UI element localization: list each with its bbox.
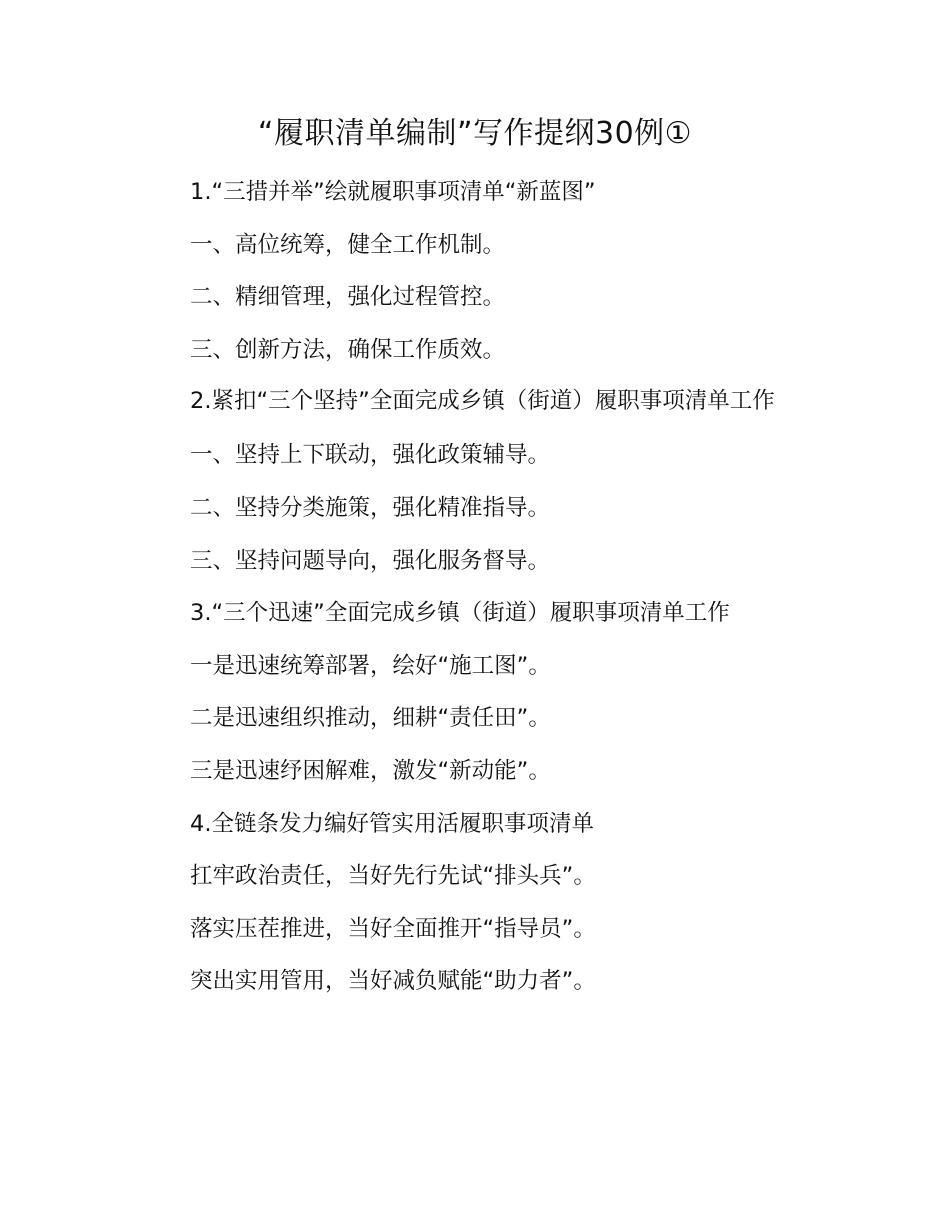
outline-item: 三是迅速纾困解难，激发“新动能”。 [190,757,551,784]
outline-item: 一、坚持上下联动，强化政策辅导。 [190,442,551,469]
outline-item: 扛牢政治责任，当好先行先试“排头兵”。 [190,863,596,890]
section-heading-4: 4.全链条发力编好管实用活履职事项清单 [190,810,594,837]
outline-item: 落实压茬推进，当好全面推开“指导员”。 [190,915,596,942]
outline-item: 一、高位统筹，健全工作机制。 [190,231,506,258]
outline-item: 三、坚持问题导向，强化服务督导。 [190,547,551,574]
document-body [140,166,812,1008]
outline-item: 三、创新方法，确保工作质效。 [190,336,506,363]
outline-item: 二是迅速组织推动，细耕“责任田”。 [190,705,551,732]
outline-item: 二、坚持分类施策，强化精准指导。 [190,494,551,521]
outline-item: 二、精细管理，强化过程管控。 [190,284,506,311]
section-heading-1: 1.“三措并举”绘就履职事项清单“新蓝图” [190,179,596,205]
section-heading-3: 3.“三个迅速”全面完成乡镇（街道）履职事项清单工作 [190,600,730,627]
outline-item: 一是迅速统筹部署，绘好“施工图”。 [190,652,551,679]
section-heading-2: 2.紧扣“三个坚持”全面完成乡镇（街道）履职事项清单工作 [190,388,775,415]
outline-item: 突出实用管用，当好减负赋能“助力者”。 [190,968,596,995]
document-title: “履职清单编制”写作提纲30例① [257,116,693,151]
